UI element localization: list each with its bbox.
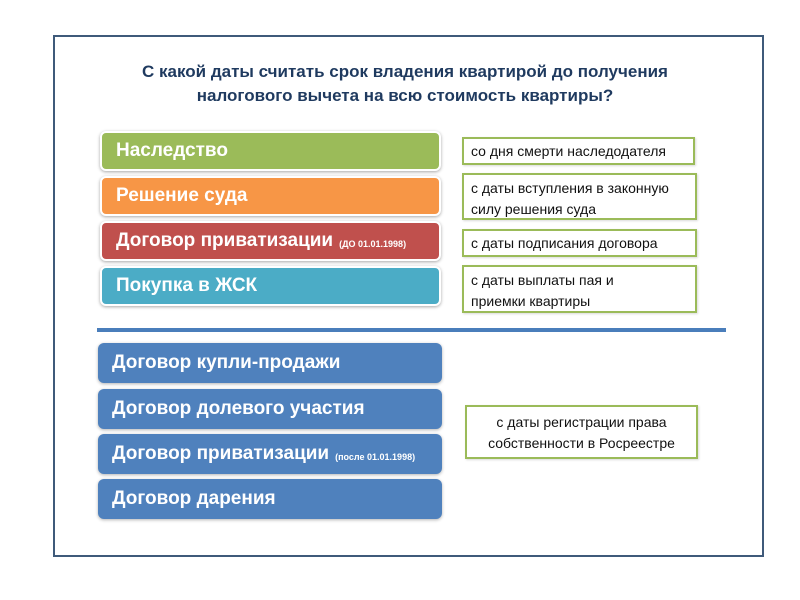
bar-sublabel: (ДО 01.01.1998): [339, 239, 407, 249]
note-line-1: с даты выплаты пая и: [471, 272, 614, 288]
note-line-2: приемки квартиры: [471, 293, 591, 309]
note-line-1: со дня смерти наследодателя: [471, 143, 667, 159]
bar-sublabel: (после 01.01.1998): [335, 452, 416, 462]
bar-label: Договор купли-продажи: [112, 352, 341, 373]
bar-inheritance: [100, 131, 441, 171]
title-line-1: С какой даты считать срок владения квартирой до получения: [142, 62, 668, 81]
title-line-2: налогового вычета на всю стоимость квартиры?: [196, 86, 614, 105]
bar-privatization-before: [100, 221, 441, 261]
note-line-2: собственности в Росреестре: [488, 435, 675, 451]
bar-label: Договор долевого участия: [112, 398, 365, 419]
bar-label: Договор приватизации: [112, 443, 330, 464]
bar-privatization-after: [98, 434, 442, 474]
note-line-2: силу решения суда: [471, 201, 596, 217]
bar-housing-coop: [100, 266, 441, 306]
bar-label: Решение суда: [116, 185, 248, 206]
bar-sale-contract: [98, 343, 442, 383]
bar-label: Договор дарения: [112, 488, 276, 509]
note-line-1: с даты регистрации права: [496, 414, 667, 430]
bar-label: Договор приватизации: [116, 230, 334, 251]
note-line-1: с даты вступления в законную: [471, 180, 669, 196]
bar-shared-construction: [98, 389, 442, 429]
section-divider: [97, 328, 726, 332]
note-housing-coop: [462, 265, 697, 313]
note-inheritance: [462, 137, 695, 165]
bar-court-decision: [100, 176, 441, 216]
note-registration: [465, 405, 698, 459]
note-line-1: с даты подписания договора: [471, 235, 658, 251]
bar-label: Наследство: [116, 140, 228, 161]
bar-gift-contract: [98, 479, 442, 519]
slide-title: [60, 60, 750, 108]
bar-label: Покупка в ЖСК: [116, 275, 258, 296]
note-court-decision: [462, 173, 697, 220]
note-privatization: [462, 229, 697, 257]
